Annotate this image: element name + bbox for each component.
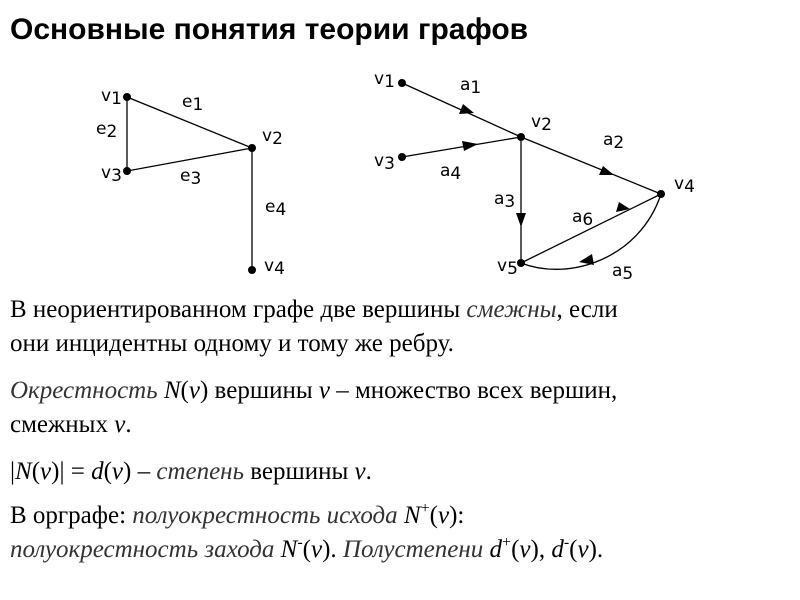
term-degree: степень [156,458,244,485]
paragraph-line [10,499,790,533]
arc-a4 [402,137,521,157]
label-a4: a4 [440,161,462,184]
label-v2: v2 [262,126,283,149]
math-symbol: N [15,458,32,485]
vertex-v5 [517,259,525,267]
text-run: они инцидентны одному и тому же ребру. [10,330,454,357]
paragraph-digraph [10,499,790,567]
term-neighborhood: Окрестность [10,377,164,404]
arrowhead-a3 [516,213,526,227]
arc-a2 [521,137,661,194]
label-a2: a2 [603,130,625,153]
text-run: ) вершины [199,377,319,404]
paragraph-line [10,408,790,442]
label-e3: e3 [180,166,202,189]
label-a3: a3 [494,189,516,212]
arrowhead-a5 [579,254,594,265]
text-run: В орграфе: [10,502,133,529]
vertex-v4 [657,190,665,198]
math-symbol: v [519,536,531,563]
math-symbol: N [403,502,421,529]
paragraph-line [10,533,790,567]
paragraph-line [10,374,790,408]
text-run: . [125,411,132,438]
label-a6: a6 [572,207,594,230]
math-symbol: N [163,377,181,404]
text-run: – множество всех вершин, [329,377,618,404]
text-run: ): [449,502,465,529]
math-symbol: d [551,536,564,563]
text-run: . [365,458,372,485]
label-v3: v3 [101,163,122,186]
math-symbol: N [280,536,298,563]
vertex-v1 [398,79,406,87]
label-v1: v1 [374,69,395,92]
text-run: )| = [51,458,92,485]
text-run: , если [556,296,618,323]
math-symbol: d [91,458,104,485]
superscript: + [502,534,512,551]
math-symbol: v [318,377,330,404]
label-a1: a1 [460,75,482,98]
superscript: + [420,500,430,517]
arrowhead-a4 [462,141,478,151]
vertex-v2 [517,133,525,141]
math-symbol: v [577,536,589,563]
paragraph-line [10,455,790,489]
arrowhead-a2 [599,166,614,175]
math-symbol: v [40,458,52,485]
label-v3: v3 [374,151,395,174]
text-run: смежных [10,411,115,438]
text-run: | [10,458,16,485]
arrowhead-a1 [459,104,474,114]
math-symbol: v [354,458,366,485]
math-symbol: v [111,458,124,485]
text-run: ( [429,502,438,529]
text-run: ( [103,458,112,485]
math-symbol: v [310,536,323,563]
label-v1: v1 [101,86,122,109]
term-adjacent: смежны [466,296,557,323]
term-half-degrees: Полустепени [342,536,490,563]
math-symbol: v [437,502,450,529]
math-symbol: d [489,536,503,563]
superscript: - [297,534,303,551]
term-in-neighborhood: полуокрестность захода [10,536,281,563]
paragraph-line [10,293,790,327]
text-run: ). [588,536,604,563]
term-out-neighborhood: полуокрестность исхода [132,502,404,529]
paragraph-line [10,327,790,361]
label-v4: v4 [674,174,695,197]
label-v4: v4 [264,256,285,279]
text-run: ( [180,377,189,404]
text-run: ), [530,536,552,563]
paragraph-neighborhood [10,374,790,442]
text-run: ( [31,458,41,485]
label-a5: a5 [612,261,634,284]
label-e2: e2 [96,119,118,142]
paragraph-degree [10,455,790,489]
text-run: ( [511,536,520,563]
math-symbol: v [188,377,200,404]
text-run: ( [569,536,578,563]
label-e1: e1 [182,92,204,115]
paragraph-adjacency [10,293,790,361]
page-title: Основные понятия теории графов [10,13,529,46]
text-run: вершины [243,458,355,485]
label-v5: v5 [497,256,518,279]
label-e4: e4 [265,197,287,220]
superscript: - [563,534,570,551]
text-run: ). [322,536,343,563]
math-symbol: v [114,411,126,438]
vertex-v3 [398,153,406,161]
label-v2: v2 [531,112,552,135]
text-run: В неориентированном графе две вершины [10,296,467,323]
text-run: ( [302,536,311,563]
text-run: ) – [123,458,157,485]
